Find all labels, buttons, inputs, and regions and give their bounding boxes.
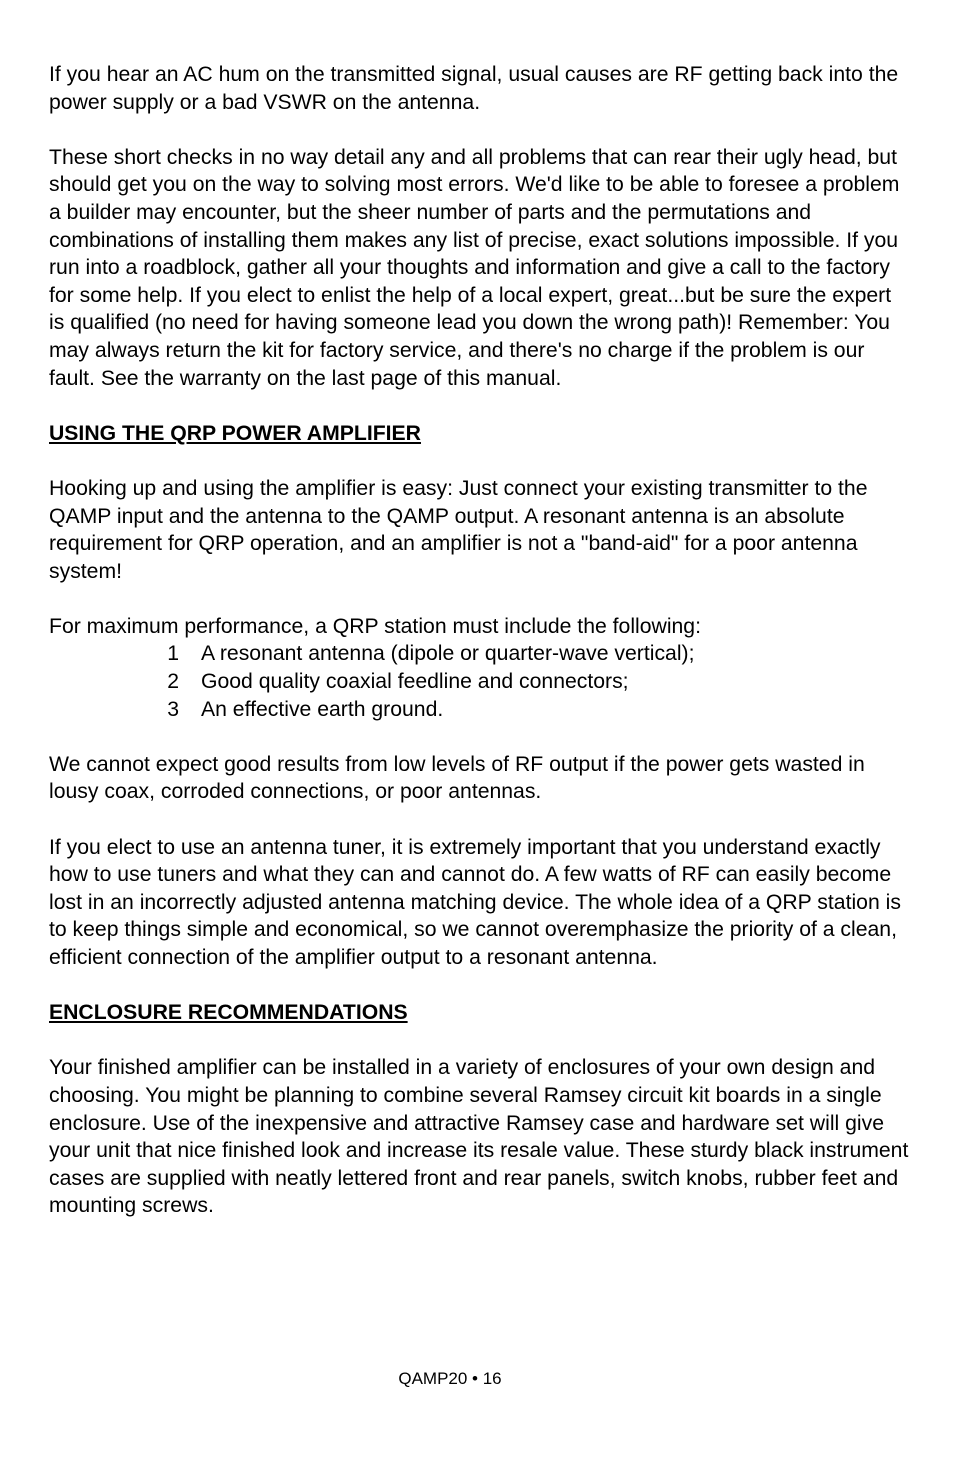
list-item <box>49 668 911 696</box>
list-item <box>49 696 911 724</box>
requirements-block <box>49 613 911 723</box>
list-item <box>49 640 911 668</box>
heading-enclosure: ENCLOSURE RECOMMENDATIONS <box>49 1001 408 1025</box>
paragraph-short-checks: These short checks in no way detail any and all problems that can rear their ugly head, but should get you on the way to solving most errors. We'd like to be able to foresee a problem a builder may encounter, but the sheer number of parts and the permutations and combinations of installing them makes any list of precise, exact solutions impossible. If you run into a roadblock, gather all your thoughts and information and give a call to the factory for some help. If you elect to enlist the help of a local expert, great...but be sure the expert is qualified (no need for having someone lead you down the wrong path)! Remember: You may always return the kit for factory service, and there's no charge if the problem is our fault. See the warranty on the last page of this manual. <box>49 145 900 390</box>
list-item-number: 2 <box>167 670 179 694</box>
paragraph-rf-output: We cannot expect good results from low levels of RF output if the power gets wasted in lousy coax, corroded connections, or poor antennas. <box>49 752 865 804</box>
page-footer: QAMP20 • 16 <box>398 1369 502 1388</box>
paragraph-enclosure: Your finished amplifier can be installed in a variety of enclosures of your own design and choosing. You might be planning to combine several Ramsey circuit kit boards in a single enclosure. Use of the inexpensive and attractive Ramsey case and hardware set will give your unit that nice finished look and increase its resale value. These sturdy black instrument cases are supplied with neatly lettered front and rear panels, switch knobs, rubber feet and mounting screws. <box>49 1056 909 1218</box>
list-item-text: Good quality coaxial feedline and connectors; <box>201 670 629 694</box>
list-item-text: A resonant antenna (dipole or quarter-wave vertical); <box>201 642 695 666</box>
list-item-text: An effective earth ground. <box>201 697 444 721</box>
heading-using-amplifier: USING THE QRP POWER AMPLIFIER <box>49 421 421 445</box>
paragraph-ac-hum: If you hear an AC hum on the transmitted signal, usual causes are RF getting back into the power supply or a bad VSWR on the antenna. <box>49 63 899 114</box>
paragraph-max-performance: For maximum performance, a QRP station must include the following: <box>49 614 701 638</box>
paragraph-hooking-up: Hooking up and using the amplifier is easy: Just connect your existing transmitter to the QAMP input and the antenna to the QAMP output. A resonant antenna is an absolute requirement for QRP operation, and an amplifier is not a "band-aid" for a poor antenna system! <box>49 476 868 583</box>
list-item-number: 3 <box>167 697 179 721</box>
paragraph-antenna-tuner: If you elect to use an antenna tuner, it is extremely important that you understand exactly how to use tuners and what they can and cannot do. A few watts of RF can easily become lost in an incorrectly adjusted antenna matching device. The whole idea of a QRP station is to keep things simple and economical, so we cannot overemphasize the priority of a clean, efficient connection of the amplifier output to a resonant antenna. <box>49 835 901 969</box>
list-item-number: 1 <box>167 642 179 666</box>
requirements-list <box>49 640 911 723</box>
page-body <box>49 61 911 1248</box>
